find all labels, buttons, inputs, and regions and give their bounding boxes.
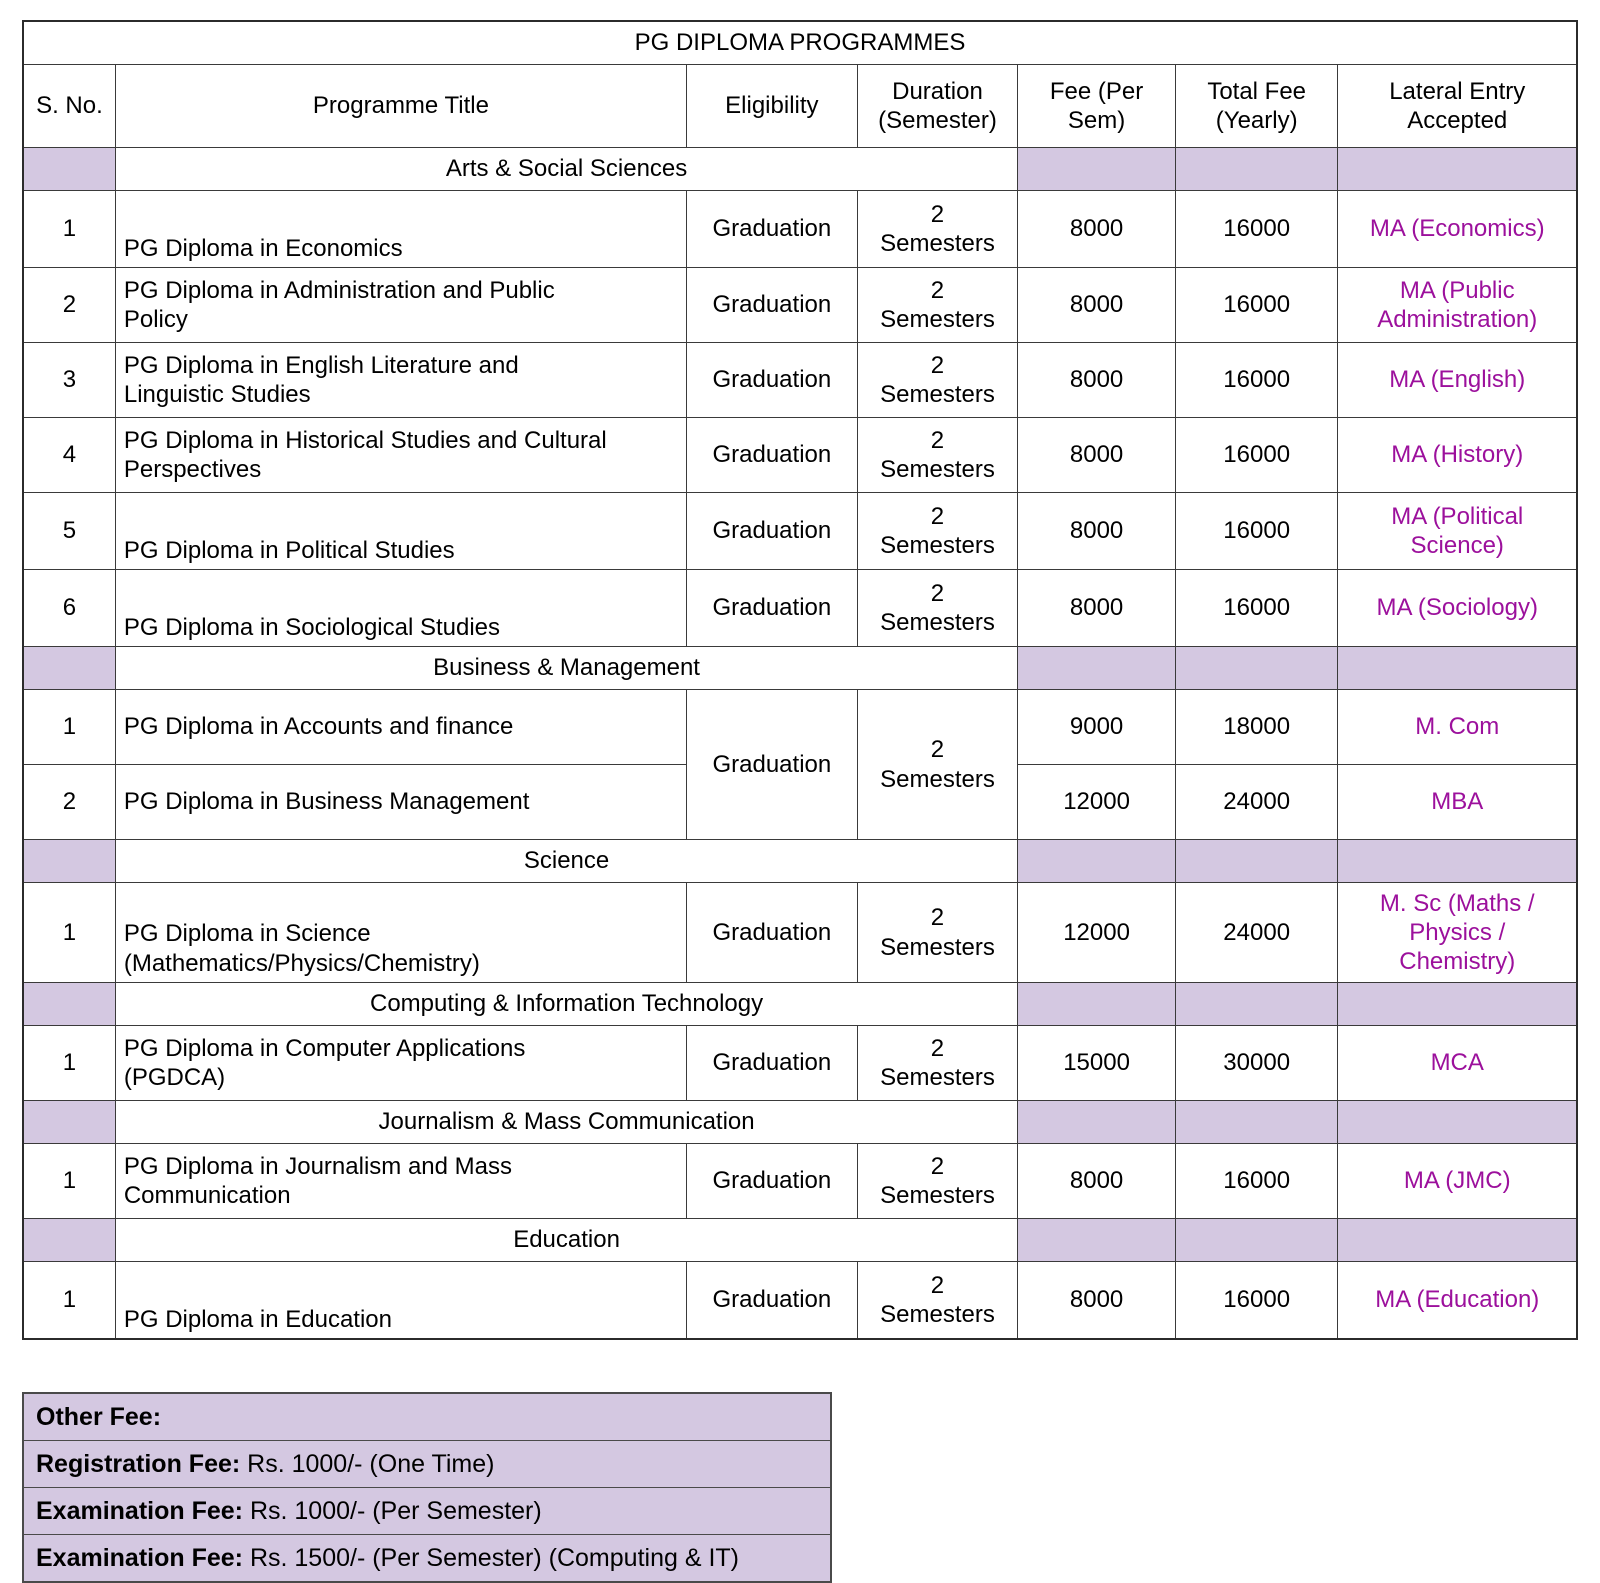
row-lateral-entry (1338, 690, 1577, 765)
other-fee-heading-row (23, 1393, 831, 1441)
row-duration (857, 570, 1018, 647)
lat-line1: MA (JMC) (1403, 1167, 1511, 1195)
title-line1: PG Diploma in Business Management (123, 788, 530, 816)
row-programme-title (115, 268, 686, 343)
row-total-fee: 24000 (1175, 883, 1338, 983)
row-eligibility: Graduation (687, 191, 858, 268)
examination-fee-cell (23, 1488, 831, 1535)
lat-line2: Science) (1410, 532, 1504, 559)
section-title-computing: Computing & Information Technology (115, 983, 1017, 1026)
dur-line1: 2 (930, 351, 945, 379)
fee-line2: Sem) (1067, 107, 1126, 134)
row-serial-number: 1 (23, 1026, 115, 1101)
table-row (23, 343, 1577, 418)
duration-line2: (Semester) (878, 107, 997, 134)
section-spacer-total (1175, 1101, 1338, 1144)
dur-line1: 2 (930, 736, 945, 764)
section-spacer-lateral (1338, 1101, 1577, 1144)
row-lateral-entry (1338, 765, 1577, 840)
row-total-fee: 16000 (1175, 418, 1338, 493)
row-total-fee: 16000 (1175, 268, 1338, 343)
title-line1: PG Diploma in Administration and Public (123, 276, 555, 304)
row-programme-title (115, 1262, 686, 1340)
lateral-line1: Lateral Entry (1389, 77, 1526, 105)
examination-fee-it-label: Examination Fee: (36, 1543, 243, 1572)
column-header-eligibility: Eligibility (687, 65, 858, 148)
row-programme-title (115, 1144, 686, 1219)
row-duration (857, 418, 1018, 493)
column-header-lateral-entry (1338, 65, 1577, 148)
lat-line1: MA (Education) (1375, 1286, 1540, 1314)
row-lateral-entry (1338, 1144, 1577, 1219)
table-row (23, 418, 1577, 493)
title-line2: Linguistic Studies (123, 381, 311, 408)
row-serial-number: 1 (23, 191, 115, 268)
section-spacer-lateral (1338, 983, 1577, 1026)
other-fee-row (23, 1441, 831, 1488)
lat-line2: Administration) (1377, 306, 1538, 333)
table-title: PG DIPLOMA PROGRAMMES (23, 21, 1577, 65)
row-eligibility: Graduation (687, 268, 858, 343)
row-fee-per-sem: 8000 (1018, 570, 1176, 647)
section-spacer-lateral (1338, 840, 1577, 883)
row-total-fee: 16000 (1175, 1262, 1338, 1340)
row-eligibility: Graduation (687, 418, 858, 493)
section-spacer-sno (23, 1101, 115, 1144)
row-programme-title (115, 765, 686, 840)
table-row (23, 1026, 1577, 1101)
dur-line1: 2 (930, 426, 945, 454)
section-header-row (23, 647, 1577, 690)
row-lateral-entry (1338, 343, 1577, 418)
title-line1: PG Diploma in Computer Applications (123, 1034, 526, 1062)
registration-fee-label: Registration Fee: (36, 1449, 241, 1478)
row-fee-per-sem: 8000 (1018, 1262, 1176, 1340)
row-lateral-entry (1338, 1262, 1577, 1340)
title-line1: PG Diploma in Historical Studies and Cultural (123, 426, 607, 454)
row-fee-per-sem: 8000 (1018, 418, 1176, 493)
row-fee-per-sem: 8000 (1018, 1144, 1176, 1219)
section-title-arts: Arts & Social Sciences (115, 148, 1017, 191)
row-programme-title (115, 1026, 686, 1101)
row-duration (857, 883, 1018, 983)
row-lateral-entry (1338, 493, 1577, 570)
dur-line2: Semesters (880, 765, 995, 793)
row-lateral-entry (1338, 883, 1577, 983)
table-row (23, 268, 1577, 343)
row-eligibility: Graduation (687, 1144, 858, 1219)
section-header-row (23, 1219, 1577, 1262)
section-spacer-total (1175, 148, 1338, 191)
lat-line2: Physics / (1409, 918, 1506, 946)
table-title-row (23, 21, 1577, 65)
title-line2: Communication (123, 1182, 291, 1209)
column-header-duration (857, 65, 1018, 148)
row-duration-merged (857, 690, 1018, 840)
table-row (23, 1262, 1577, 1340)
row-programme-title (115, 883, 686, 983)
lat-line1: MBA (1431, 788, 1484, 816)
title-line2: Perspectives (123, 456, 262, 483)
lat-line1: MCA (1430, 1049, 1484, 1077)
table-row (23, 690, 1577, 765)
section-spacer-fee (1018, 1101, 1176, 1144)
dur-line1: 2 (930, 904, 945, 932)
fee-line1: Fee (Per (1049, 77, 1144, 105)
row-total-fee: 24000 (1175, 765, 1338, 840)
other-fee-heading-label: Other Fee: (36, 1402, 162, 1431)
section-header-row (23, 1101, 1577, 1144)
duration-line1: Duration (892, 77, 983, 105)
row-fee-per-sem: 8000 (1018, 343, 1176, 418)
section-spacer-lateral (1338, 647, 1577, 690)
row-programme-title (115, 570, 686, 647)
dur-line1: 2 (930, 276, 945, 304)
title-line2: (PGDCA) (123, 1064, 226, 1091)
row-lateral-entry (1338, 268, 1577, 343)
other-fee-row (23, 1535, 831, 1583)
lat-line1: MA (Economics) (1369, 215, 1545, 243)
row-total-fee: 16000 (1175, 343, 1338, 418)
row-eligibility: Graduation (687, 493, 858, 570)
column-header-total-fee (1175, 65, 1338, 148)
section-header-row (23, 840, 1577, 883)
row-programme-title (115, 343, 686, 418)
section-spacer-lateral (1338, 148, 1577, 191)
row-serial-number: 3 (23, 343, 115, 418)
section-spacer-sno (23, 1219, 115, 1262)
row-duration (857, 1262, 1018, 1340)
section-spacer-sno (23, 840, 115, 883)
dur-line1: 2 (930, 1271, 945, 1299)
dur-line1: 2 (930, 1152, 945, 1180)
section-spacer-total (1175, 840, 1338, 883)
dur-line2: Semesters (880, 1301, 995, 1328)
lateral-line2: Accepted (1407, 107, 1508, 134)
row-serial-number: 2 (23, 765, 115, 840)
row-total-fee: 16000 (1175, 1144, 1338, 1219)
row-serial-number: 2 (23, 268, 115, 343)
lat-line1: MA (Public (1399, 276, 1515, 304)
column-header-sno (23, 65, 115, 148)
other-fee-row (23, 1488, 831, 1535)
row-eligibility: Graduation (687, 883, 858, 983)
section-header-row (23, 148, 1577, 191)
row-duration (857, 493, 1018, 570)
dur-line2: Semesters (880, 381, 995, 408)
title-line1: PG Diploma in Journalism and Mass (123, 1152, 512, 1180)
table-row (23, 1144, 1577, 1219)
lat-line1: MA (English) (1389, 366, 1526, 394)
dur-line1: 2 (930, 579, 945, 607)
row-programme-title (115, 191, 686, 268)
table-row (23, 883, 1577, 983)
section-spacer-lateral (1338, 1219, 1577, 1262)
dur-line2: Semesters (880, 456, 995, 483)
dur-line2: Semesters (880, 1182, 995, 1209)
examination-fee-value: Rs. 1000/- (Per Semester) (243, 1496, 542, 1525)
row-total-fee: 18000 (1175, 690, 1338, 765)
section-title-education: Education (115, 1219, 1017, 1262)
row-lateral-entry (1338, 191, 1577, 268)
title-line1: PG Diploma in Science (123, 920, 371, 948)
row-eligibility: Graduation (687, 343, 858, 418)
section-title-science: Science (115, 840, 1017, 883)
row-total-fee: 16000 (1175, 493, 1338, 570)
row-duration (857, 1026, 1018, 1101)
title-line1: PG Diploma in Political Studies (123, 536, 455, 564)
row-fee-per-sem: 8000 (1018, 268, 1176, 343)
lat-line3: Chemistry) (1399, 948, 1516, 976)
section-header-row (23, 983, 1577, 1026)
row-fee-per-sem: 12000 (1018, 765, 1176, 840)
row-fee-per-sem: 9000 (1018, 690, 1176, 765)
examination-fee-label: Examination Fee: (36, 1496, 243, 1525)
row-eligibility: Graduation (687, 1262, 858, 1340)
pg-diploma-programmes-table (22, 20, 1578, 1340)
section-spacer-fee (1018, 647, 1176, 690)
sno-line2: No. (65, 92, 103, 120)
column-header-fee-per-sem (1018, 65, 1176, 148)
row-serial-number: 5 (23, 493, 115, 570)
examination-fee-it-value: Rs. 1500/- (Per Semester) (Computing & IT) (243, 1543, 739, 1572)
lat-line1: MA (History) (1391, 441, 1524, 469)
dur-line2: Semesters (880, 306, 995, 333)
title-line2: Policy (123, 306, 188, 333)
section-spacer-sno (23, 148, 115, 191)
lat-line1: M. Sc (Maths / (1379, 889, 1535, 917)
registration-fee-cell (23, 1441, 831, 1488)
row-serial-number: 1 (23, 690, 115, 765)
dur-line2: Semesters (880, 230, 995, 257)
row-programme-title (115, 418, 686, 493)
row-serial-number: 4 (23, 418, 115, 493)
section-spacer-total (1175, 983, 1338, 1026)
row-total-fee: 16000 (1175, 191, 1338, 268)
table-row (23, 493, 1577, 570)
registration-fee-value: Rs. 1000/- (One Time) (240, 1449, 495, 1478)
table-row (23, 191, 1577, 268)
dur-line1: 2 (930, 1034, 945, 1062)
row-duration (857, 1144, 1018, 1219)
column-header-row (23, 65, 1577, 148)
dur-line2: Semesters (880, 1064, 995, 1091)
row-fee-per-sem: 8000 (1018, 493, 1176, 570)
row-serial-number: 1 (23, 1262, 115, 1340)
row-fee-per-sem: 8000 (1018, 191, 1176, 268)
row-total-fee: 16000 (1175, 570, 1338, 647)
title-line1: PG Diploma in Accounts and finance (123, 713, 514, 741)
section-title-journalism: Journalism & Mass Communication (115, 1101, 1017, 1144)
row-lateral-entry (1338, 418, 1577, 493)
row-duration (857, 268, 1018, 343)
section-spacer-fee (1018, 1219, 1176, 1262)
title-line1: PG Diploma in Economics (123, 234, 403, 262)
examination-fee-it-cell (23, 1535, 831, 1583)
title-line1: PG Diploma in English Literature and (123, 351, 519, 379)
title-line1: PG Diploma in Education (123, 1305, 392, 1333)
sno-line1: S. (36, 92, 59, 120)
row-serial-number: 6 (23, 570, 115, 647)
row-duration (857, 343, 1018, 418)
table-row (23, 570, 1577, 647)
row-duration (857, 191, 1018, 268)
title-line1: PG Diploma in Sociological Studies (123, 613, 501, 641)
section-spacer-total (1175, 647, 1338, 690)
lat-line1: MA (Sociology) (1376, 594, 1538, 622)
row-lateral-entry (1338, 570, 1577, 647)
row-programme-title (115, 690, 686, 765)
section-spacer-fee (1018, 983, 1176, 1026)
row-lateral-entry (1338, 1026, 1577, 1101)
row-eligibility: Graduation (687, 1026, 858, 1101)
row-fee-per-sem: 15000 (1018, 1026, 1176, 1101)
row-programme-title (115, 493, 686, 570)
section-spacer-fee (1018, 840, 1176, 883)
section-spacer-fee (1018, 148, 1176, 191)
row-fee-per-sem: 12000 (1018, 883, 1176, 983)
row-eligibility: Graduation (687, 570, 858, 647)
dur-line2: Semesters (880, 609, 995, 636)
dur-line2: Semesters (880, 532, 995, 559)
row-serial-number: 1 (23, 1144, 115, 1219)
dur-line1: 2 (930, 200, 945, 228)
lat-line1: M. Com (1415, 713, 1500, 741)
dur-line2: Semesters (880, 933, 995, 961)
section-spacer-sno (23, 647, 115, 690)
section-spacer-total (1175, 1219, 1338, 1262)
row-eligibility-merged: Graduation (687, 690, 858, 840)
lat-line1: MA (Political (1391, 502, 1524, 530)
title-line2: (Mathematics/Physics/Chemistry) (123, 949, 480, 977)
row-serial-number: 1 (23, 883, 115, 983)
other-fee-heading (23, 1393, 831, 1441)
row-total-fee: 30000 (1175, 1026, 1338, 1101)
total-line2: (Yearly) (1215, 107, 1298, 134)
section-title-business: Business & Management (115, 647, 1017, 690)
total-line1: Total Fee (1207, 77, 1307, 105)
column-header-programme-title: Programme Title (115, 65, 686, 148)
dur-line1: 2 (930, 502, 945, 530)
other-fee-table (22, 1392, 832, 1583)
section-spacer-sno (23, 983, 115, 1026)
